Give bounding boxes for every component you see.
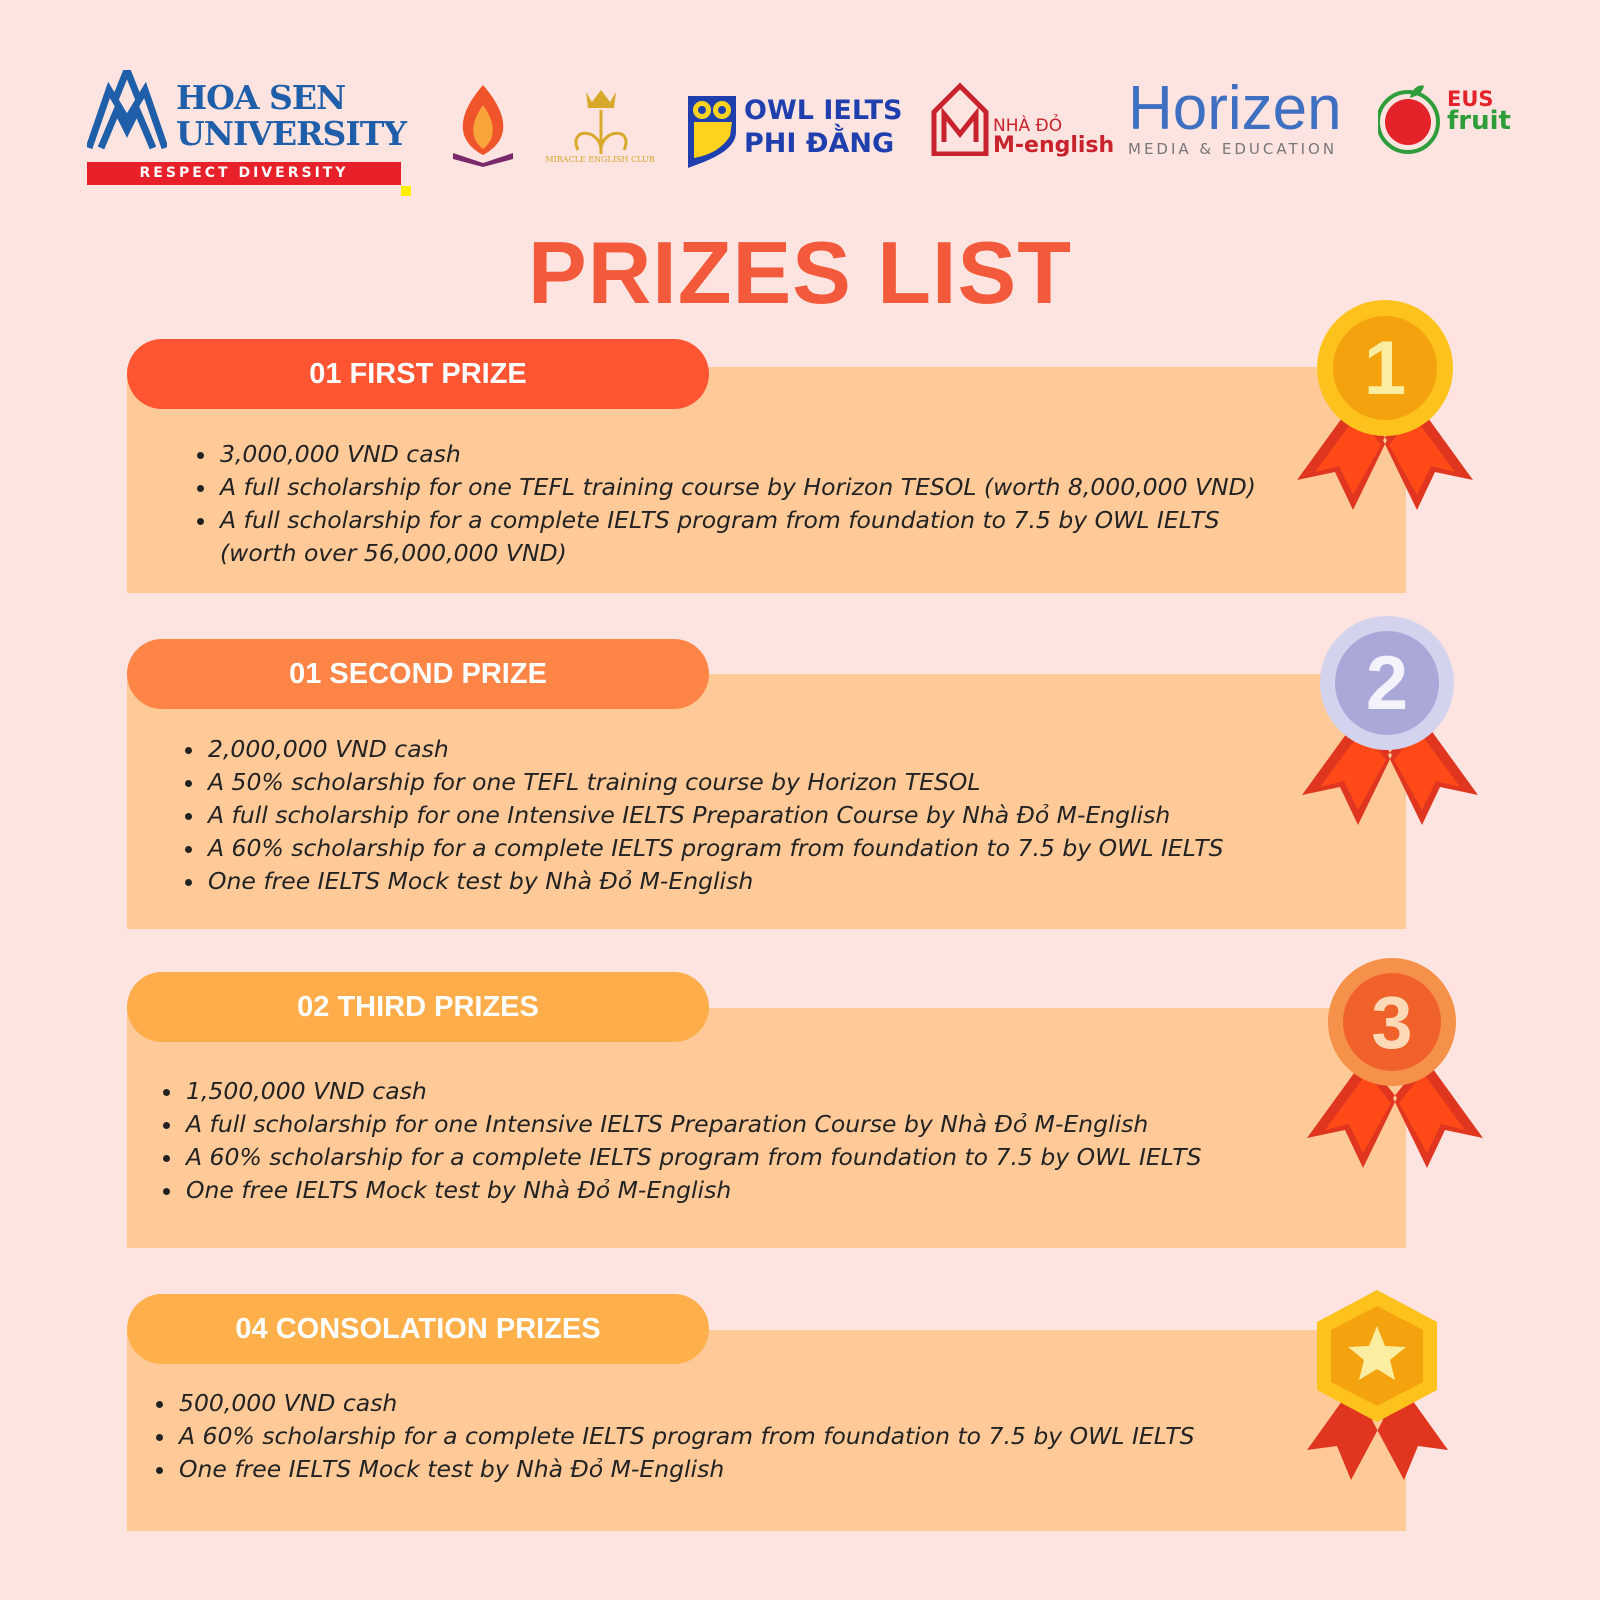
owl-logo-text: OWL IELTS PHI ĐẰNG [744, 95, 903, 159]
flame-book-logo [447, 85, 519, 167]
consolation-prize-heading: 04 CONSOLATION PRIZES [127, 1294, 709, 1364]
nha-do-house-logo [930, 82, 990, 156]
list-item: 2,000,000 VND cash [185, 733, 1285, 766]
first-prize-heading: 01 FIRST PRIZE [127, 339, 709, 409]
consolation-prize-list [156, 1387, 1256, 1486]
list-item: One free IELTS Mock test by Nhà Đỏ M-English [163, 1174, 1263, 1207]
hsu-tagline: RESPECT DIVERSITY [87, 162, 401, 185]
list-item: A full scholarship for one TEFL training course by Horizon TESOL (worth 8,000,000 VND) [197, 471, 1277, 504]
list-item: One free IELTS Mock test by Nhà Đỏ M-English [185, 865, 1285, 898]
yellow-marker [401, 186, 411, 196]
miracle-crown-logo [568, 88, 634, 156]
bronze-medal-icon [1305, 958, 1485, 1178]
third-prize-list [163, 1075, 1263, 1207]
eus-apple-logo [1378, 80, 1448, 156]
star-medal-icon [1305, 1290, 1455, 1490]
list-item: A full scholarship for one Intensive IELTS Preparation Course by Nhà Đỏ M-English [163, 1108, 1263, 1141]
list-item: 1,500,000 VND cash [163, 1075, 1263, 1108]
owl-logo-mark [684, 92, 740, 168]
list-item: A full scholarship for a complete IELTS program from foundation to 7.5 by OWL IELTS (worth over 56,000,000 VND) [197, 504, 1277, 570]
hoa-sen-logo-mark [87, 70, 167, 150]
list-item: 3,000,000 VND cash [197, 438, 1277, 471]
list-item: A full scholarship for one Intensive IELTS Preparation Course by Nhà Đỏ M-English [185, 799, 1285, 832]
svg-text:3: 3 [1371, 981, 1413, 1064]
list-item: A 60% scholarship for a complete IELTS program from foundation to 7.5 by OWL IELTS [156, 1420, 1256, 1453]
first-prize-list [197, 438, 1277, 570]
list-item: A 50% scholarship for one TEFL training course by Horizon TESOL [185, 766, 1285, 799]
nha-do-logo-text: NHÀ ĐỎ M-english [993, 116, 1115, 158]
svg-text:2: 2 [1365, 641, 1409, 726]
list-item: One free IELTS Mock test by Nhà Đỏ M-English [156, 1453, 1256, 1486]
list-item: A 60% scholarship for a complete IELTS program from foundation to 7.5 by OWL IELTS [163, 1141, 1263, 1174]
third-prize-heading: 02 THIRD PRIZES [127, 972, 709, 1042]
list-item: 500,000 VND cash [156, 1387, 1256, 1420]
horizon-logo-subtitle: MEDIA & EDUCATION [1128, 140, 1338, 158]
page-title: PRIZES LIST [528, 223, 1072, 322]
second-prize-heading: 01 SECOND PRIZE [127, 639, 709, 709]
eus-logo-text: EUS fruit [1447, 87, 1511, 136]
list-item: A 60% scholarship for a complete IELTS program from foundation to 7.5 by OWL IELTS [185, 832, 1285, 865]
horizon-logo-text: Horizen [1128, 74, 1342, 143]
miracle-logo-text: MIRACLE ENGLISH CLUB [545, 155, 655, 164]
second-prize-list [185, 733, 1285, 898]
gold-medal-icon [1295, 300, 1475, 520]
silver-medal-icon [1300, 615, 1480, 835]
svg-text:1: 1 [1363, 326, 1407, 411]
hsu-logo-name: HOA SEN UNIVERSITY [176, 78, 406, 153]
